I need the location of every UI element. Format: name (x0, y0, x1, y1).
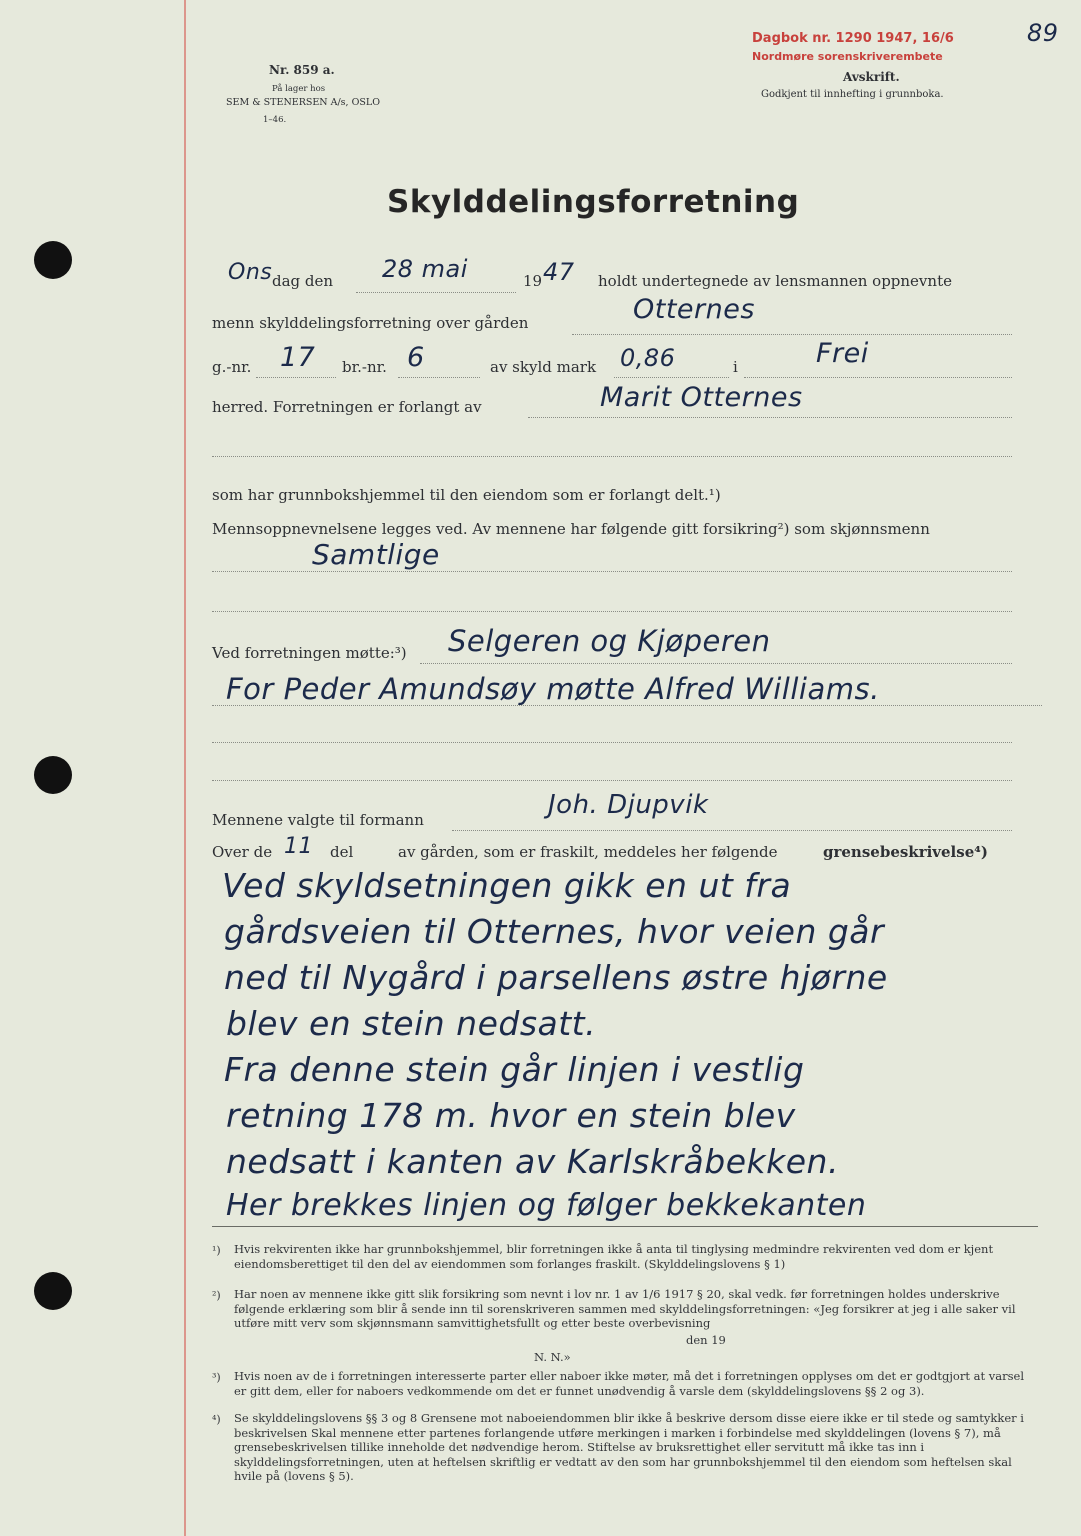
punch-hole (34, 1272, 72, 1310)
chairman-signature: Joh. Djupvik (548, 790, 709, 820)
attended-label: Ved forretningen møtte:³) (212, 644, 407, 662)
requester-line (528, 417, 1012, 418)
description-line: gårdsveien til Otternes, hvor veien går (224, 912, 885, 951)
attended-handwritten: Selgeren og Kjøperen (448, 624, 771, 658)
document-title: Skylddelingsforretning (387, 184, 800, 220)
approval-note: Godkjent til innhefting i grunnboka. (761, 89, 944, 100)
footnote-rule (212, 1226, 1038, 1227)
bnr-label: br.-nr. (342, 358, 387, 376)
line1-text: holdt undertegnede av lensmannen oppnevnte (598, 272, 952, 290)
chairman-label: Mennene valgte til formann (212, 811, 424, 829)
description-line: retning 178 m. hvor en stein blev (226, 1096, 796, 1135)
footnote-number: ³) (212, 1371, 221, 1384)
blank-line (212, 611, 1012, 612)
skyld-line (614, 377, 729, 378)
boundary-heading: grensebeskrivelse⁴) (823, 843, 988, 861)
description-line: blev en stein nedsatt. (226, 1004, 597, 1043)
skyld-label: av skyld mark (490, 358, 597, 376)
gnr-label: g.-nr. (212, 358, 252, 376)
footnote-number: ²) (212, 1289, 221, 1302)
attended-detail-line (212, 705, 1042, 706)
line7-text: Mennsoppnevnelsene legges ved. Av mennene har følgende gitt forsikring²) som skjønnsmenn (212, 520, 930, 538)
date-handwritten: 28 mai (382, 255, 468, 283)
description-line: nedsatt i kanten av Karlskråbekken. (226, 1142, 839, 1181)
blank-line (212, 780, 1012, 781)
farm-name-handwritten: Otternes (633, 294, 755, 325)
year-prefix: 19 (523, 272, 543, 290)
margin-line (184, 0, 186, 1536)
form-number: Nr. 859 a. (269, 63, 335, 77)
punch-hole (34, 241, 72, 279)
blank-line (212, 742, 1012, 743)
gnr-handwritten: 17 (280, 342, 316, 373)
page-number: 89 (1027, 19, 1059, 47)
publisher: SEM & STENERSEN A/s, OSLO (226, 97, 380, 108)
footnote-number: ¹) (212, 1244, 221, 1257)
line4-text: herred. Forretningen er forlangt av (212, 398, 482, 416)
year-handwritten: 47 (543, 258, 575, 286)
skyld-handwritten: 0,86 (620, 344, 676, 372)
attended-detail-handwritten: For Peder Amundsøy møtte Alfred Williams. (226, 672, 880, 706)
chairman-line (452, 830, 1012, 831)
dag-den-label: dag den (272, 272, 334, 290)
i-label: i (733, 358, 738, 376)
requester-handwritten: Marit Otternes (600, 382, 803, 413)
description-line: Her brekkes linjen og følger bekkekanten (226, 1188, 867, 1223)
herred-handwritten: Frei (816, 338, 869, 369)
footnote-number: ⁴) (212, 1413, 221, 1426)
del-label: del (330, 843, 354, 861)
surety-line (212, 571, 1012, 572)
court-stamp: Nordmøre sorenskriverembete (752, 50, 943, 63)
registration-stamp: Dagbok nr. 1290 1947, 16/6 (752, 31, 954, 46)
surety-handwritten: Samtlige (312, 538, 440, 571)
weekday-handwritten: Ons (228, 260, 273, 285)
farm-line (572, 334, 1012, 335)
blank-line (212, 456, 1012, 457)
declaration-date-line: den 19 (686, 1333, 726, 1347)
attended-line (420, 663, 1012, 664)
line12-text: av gården, som er fraskilt, meddeles her følgende (398, 843, 778, 861)
bnr-line (398, 377, 480, 378)
declaration-signature: N. N.» (534, 1350, 571, 1364)
stock-line: På lager hos (272, 84, 326, 94)
footnote-text: Har noen av mennene ikke gitt slik forsikring som nevnt i lov nr. 1 av 1/6 1917 § 20, skal vedk. før forretningen holdes underskrive følgende erklæring som blir å sende inn til sorenskriveren sammen med skylddelingsforretningen: «Jeg forsikrer at jeg i alle saker vil utføre mitt verv som skjønnsmann samvittighetsfullt og etter beste overbevisning (234, 1287, 1016, 1330)
part-handwritten: 11 (284, 834, 313, 859)
footnote-text: Hvis noen av de i forretningen interesserte parter eller naboer ikke møter, må det i forretningen opplyses om det er godtgjort at varsel er gitt dem, eller for naboers vedkommende om det er funnet unødvendig å varsle dem (skylddelingslovens §§ 2 og 3). (234, 1369, 1024, 1398)
bnr-handwritten: 6 (407, 342, 425, 373)
gnr-line (256, 377, 336, 378)
punch-hole (34, 756, 72, 794)
date-code: 1–46. (263, 115, 287, 125)
line6-text: som har grunnbokshjemmel til den eiendom som er forlangt delt.¹) (212, 486, 721, 504)
footnote-text: Hvis rekvirenten ikke har grunnbokshjemmel, blir forretningen ikke å anta til tinglysing medmindre rekvirenten ved dom er kjent eiendomsberettiget til den del av eiendommen som forlanges fraskilt. (Skylddelingslovens § 1) (234, 1242, 994, 1271)
description-line: Fra denne stein går linjen i vestlig (224, 1050, 805, 1089)
description-line: Ved skyldsetningen gikk en ut fra (222, 866, 792, 905)
herred-line (744, 377, 1012, 378)
date-line (356, 292, 516, 293)
over-de-label: Over de (212, 843, 273, 861)
avskrift-label: Avskrift. (843, 70, 900, 84)
description-line: ned til Nygård i parsellens østre hjørne (224, 958, 888, 997)
footnote-text: Se skylddelingslovens §§ 3 og 8 Grensene mot naboeiendommen blir ikke å beskrive dersom disse eiere ikke er til stede og samtykker i beskrivelsen Skal mennene etter partenes forlangende utføre merkingen i marken i forbindelse med skylddelingen (lovens § 7), må grensebeskrivelsen tillike inneholde det nødvendige herom. Stiftelse av bruksrettighet eller servitutt må ikke tas inn i skylddelingsforretningen, uten at heftelsen skriftlig er vedtatt av den som har grunnbokshjemmel til den eiendom som heftelsen skal hvile på (lovens § 5). (234, 1411, 1024, 1483)
line2-text: menn skylddelingsforretning over gården (212, 314, 529, 332)
